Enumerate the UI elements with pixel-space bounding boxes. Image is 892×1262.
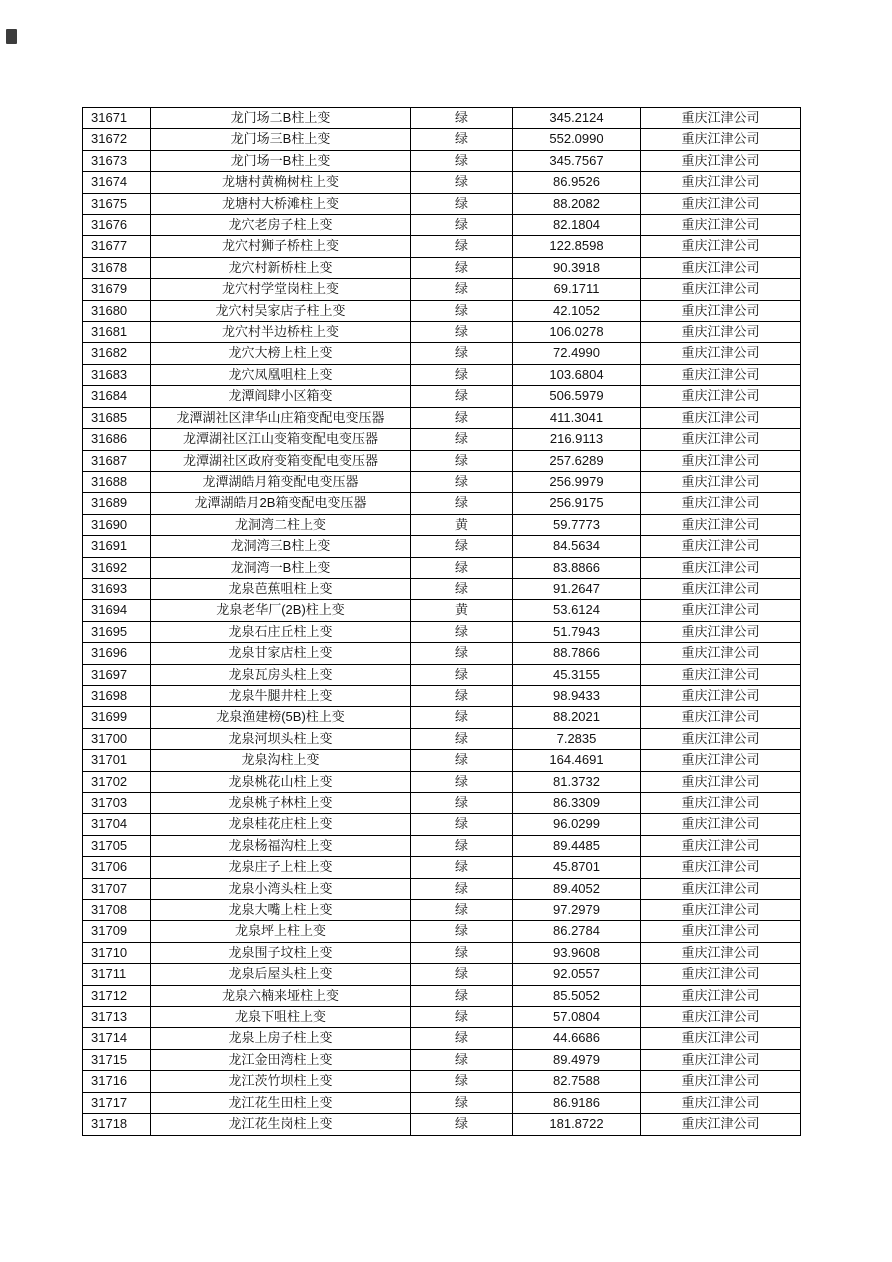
cell-status: 绿: [411, 557, 513, 578]
cell-name: 龙泉牛腿井柱上变: [151, 685, 411, 706]
cell-company: 重庆江津公司: [641, 771, 801, 792]
cell-id: 31702: [83, 771, 151, 792]
cell-id: 31698: [83, 685, 151, 706]
cell-company: 重庆江津公司: [641, 750, 801, 771]
cell-name: 龙洞湾三B柱上变: [151, 536, 411, 557]
cell-name: 龙江花生田柱上变: [151, 1092, 411, 1113]
table-row: [83, 621, 801, 642]
cell-value: 257.6289: [513, 450, 641, 471]
cell-status: 绿: [411, 279, 513, 300]
cell-id: 31703: [83, 793, 151, 814]
cell-id: 31676: [83, 215, 151, 236]
cell-value: 82.7588: [513, 1071, 641, 1092]
cell-name: 龙泉小湾头柱上变: [151, 878, 411, 899]
cell-status: 绿: [411, 493, 513, 514]
cell-value: 411.3041: [513, 407, 641, 428]
table-row: [83, 664, 801, 685]
cell-value: 97.2979: [513, 900, 641, 921]
cell-value: 90.3918: [513, 257, 641, 278]
cell-company: 重庆江津公司: [641, 471, 801, 492]
cell-id: 31705: [83, 835, 151, 856]
cell-company: 重庆江津公司: [641, 172, 801, 193]
cell-id: 31691: [83, 536, 151, 557]
cell-id: 31672: [83, 129, 151, 150]
cell-company: 重庆江津公司: [641, 514, 801, 535]
cell-name: 龙泉石庄丘柱上变: [151, 621, 411, 642]
table-row: [83, 1007, 801, 1028]
cell-id: 31695: [83, 621, 151, 642]
cell-id: 31709: [83, 921, 151, 942]
cell-id: 31710: [83, 942, 151, 963]
table-row: [83, 236, 801, 257]
cell-status: 绿: [411, 814, 513, 835]
cell-company: 重庆江津公司: [641, 835, 801, 856]
cell-id: 31685: [83, 407, 151, 428]
table-row: [83, 215, 801, 236]
table-row: [83, 407, 801, 428]
cell-name: 龙泉老华厂(2B)柱上变: [151, 600, 411, 621]
cell-company: 重庆江津公司: [641, 407, 801, 428]
cell-name: 龙潭湖社区政府变箱变配电变压器: [151, 450, 411, 471]
cell-company: 重庆江津公司: [641, 1114, 801, 1135]
cell-name: 龙泉甘家店柱上变: [151, 643, 411, 664]
cell-value: 106.0278: [513, 322, 641, 343]
cell-company: 重庆江津公司: [641, 1028, 801, 1049]
cell-name: 龙穴村吴家店子柱上变: [151, 300, 411, 321]
cell-value: 83.8866: [513, 557, 641, 578]
cell-id: 31682: [83, 343, 151, 364]
table-row: [83, 728, 801, 749]
cell-id: 31713: [83, 1007, 151, 1028]
table-row: [83, 835, 801, 856]
table-row: [83, 750, 801, 771]
table-row: [83, 707, 801, 728]
cell-value: 44.6686: [513, 1028, 641, 1049]
cell-name: 龙泉大嘴上柱上变: [151, 900, 411, 921]
cell-company: 重庆江津公司: [641, 364, 801, 385]
cell-value: 81.3732: [513, 771, 641, 792]
cell-name: 龙潭湖社区江山变箱变配电变压器: [151, 429, 411, 450]
cell-value: 93.9608: [513, 942, 641, 963]
cell-value: 506.5979: [513, 386, 641, 407]
table-row: [83, 450, 801, 471]
cell-company: 重庆江津公司: [641, 108, 801, 129]
cell-status: 绿: [411, 1007, 513, 1028]
cell-status: 绿: [411, 857, 513, 878]
table-row: [83, 429, 801, 450]
cell-status: 绿: [411, 193, 513, 214]
cell-company: 重庆江津公司: [641, 1049, 801, 1070]
cell-id: 31671: [83, 108, 151, 129]
cell-value: 89.4485: [513, 835, 641, 856]
table-row: [83, 942, 801, 963]
cell-name: 龙穴村新桥柱上变: [151, 257, 411, 278]
table-row: [83, 985, 801, 1006]
cell-status: 绿: [411, 1028, 513, 1049]
cell-id: 31708: [83, 900, 151, 921]
cell-status: 绿: [411, 664, 513, 685]
cell-id: 31678: [83, 257, 151, 278]
cell-value: 216.9113: [513, 429, 641, 450]
cell-company: 重庆江津公司: [641, 621, 801, 642]
table-row: [83, 1028, 801, 1049]
cell-name: 龙江茨竹坝柱上变: [151, 1071, 411, 1092]
cell-company: 重庆江津公司: [641, 900, 801, 921]
cell-value: 96.0299: [513, 814, 641, 835]
cell-company: 重庆江津公司: [641, 386, 801, 407]
cell-value: 86.2784: [513, 921, 641, 942]
table-row: [83, 793, 801, 814]
cell-value: 42.1052: [513, 300, 641, 321]
cell-company: 重庆江津公司: [641, 150, 801, 171]
cell-company: 重庆江津公司: [641, 1092, 801, 1113]
cell-value: 98.9433: [513, 685, 641, 706]
cell-value: 57.0804: [513, 1007, 641, 1028]
cell-name: 龙潭阎肆小区箱变: [151, 386, 411, 407]
cell-status: 绿: [411, 215, 513, 236]
cell-name: 龙洞湾二柱上变: [151, 514, 411, 535]
cell-status: 绿: [411, 942, 513, 963]
cell-id: 31701: [83, 750, 151, 771]
data-table: [82, 107, 801, 1136]
cell-value: 91.2647: [513, 578, 641, 599]
cell-id: 31716: [83, 1071, 151, 1092]
table-row: [83, 364, 801, 385]
cell-value: 89.4052: [513, 878, 641, 899]
cell-id: 31715: [83, 1049, 151, 1070]
cell-name: 龙门场一B柱上变: [151, 150, 411, 171]
cell-company: 重庆江津公司: [641, 664, 801, 685]
table-row: [83, 493, 801, 514]
cell-name: 龙穴村半边桥柱上变: [151, 322, 411, 343]
cell-company: 重庆江津公司: [641, 1007, 801, 1028]
table-row: [83, 172, 801, 193]
cell-status: 绿: [411, 172, 513, 193]
cell-status: 绿: [411, 750, 513, 771]
cell-id: 31680: [83, 300, 151, 321]
cell-id: 31697: [83, 664, 151, 685]
cell-company: 重庆江津公司: [641, 536, 801, 557]
cell-name: 龙塘村大桥滩柱上变: [151, 193, 411, 214]
table-row: [83, 129, 801, 150]
cell-id: 31689: [83, 493, 151, 514]
cell-value: 53.6124: [513, 600, 641, 621]
cell-company: 重庆江津公司: [641, 215, 801, 236]
cell-value: 51.7943: [513, 621, 641, 642]
cell-value: 345.2124: [513, 108, 641, 129]
cell-name: 龙潭湖皓月2B箱变配电变压器: [151, 493, 411, 514]
page-corner-artifact: [6, 29, 17, 44]
table-row: [83, 150, 801, 171]
table-row: [83, 343, 801, 364]
cell-status: 绿: [411, 707, 513, 728]
table-row: [83, 557, 801, 578]
cell-status: 绿: [411, 964, 513, 985]
cell-status: 绿: [411, 236, 513, 257]
cell-company: 重庆江津公司: [641, 728, 801, 749]
cell-id: 31711: [83, 964, 151, 985]
table-row: [83, 1092, 801, 1113]
cell-id: 31688: [83, 471, 151, 492]
table-row: [83, 814, 801, 835]
cell-status: 绿: [411, 343, 513, 364]
cell-value: 88.2021: [513, 707, 641, 728]
cell-status: 绿: [411, 536, 513, 557]
cell-id: 31712: [83, 985, 151, 1006]
cell-status: 绿: [411, 257, 513, 278]
cell-value: 7.2835: [513, 728, 641, 749]
cell-name: 龙穴大榜上柱上变: [151, 343, 411, 364]
cell-status: 绿: [411, 1071, 513, 1092]
cell-name: 龙门场二B柱上变: [151, 108, 411, 129]
cell-company: 重庆江津公司: [641, 793, 801, 814]
cell-value: 103.6804: [513, 364, 641, 385]
table-row: [83, 921, 801, 942]
cell-status: 绿: [411, 407, 513, 428]
cell-name: 龙潭湖社区津华山庄箱变配电变压器: [151, 407, 411, 428]
cell-name: 龙泉上房子柱上变: [151, 1028, 411, 1049]
cell-name: 龙泉六楠来垭柱上变: [151, 985, 411, 1006]
table-row: [83, 578, 801, 599]
cell-id: 31704: [83, 814, 151, 835]
cell-id: 31694: [83, 600, 151, 621]
cell-company: 重庆江津公司: [641, 429, 801, 450]
cell-id: 31684: [83, 386, 151, 407]
cell-status: 绿: [411, 386, 513, 407]
cell-status: 绿: [411, 621, 513, 642]
cell-value: 88.2082: [513, 193, 641, 214]
cell-value: 86.3309: [513, 793, 641, 814]
cell-value: 256.9175: [513, 493, 641, 514]
cell-status: 绿: [411, 300, 513, 321]
cell-name: 龙穴村学堂岗柱上变: [151, 279, 411, 300]
table-row: [83, 471, 801, 492]
cell-id: 31692: [83, 557, 151, 578]
cell-status: 绿: [411, 429, 513, 450]
cell-id: 31673: [83, 150, 151, 171]
cell-name: 龙泉坪上柱上变: [151, 921, 411, 942]
cell-company: 重庆江津公司: [641, 685, 801, 706]
cell-id: 31699: [83, 707, 151, 728]
cell-status: 绿: [411, 1114, 513, 1135]
cell-name: 龙江花生岗柱上变: [151, 1114, 411, 1135]
cell-company: 重庆江津公司: [641, 450, 801, 471]
cell-status: 黄: [411, 514, 513, 535]
cell-id: 31718: [83, 1114, 151, 1135]
cell-id: 31683: [83, 364, 151, 385]
cell-name: 龙泉下咀柱上变: [151, 1007, 411, 1028]
cell-company: 重庆江津公司: [641, 279, 801, 300]
table-row: [83, 514, 801, 535]
cell-value: 164.4691: [513, 750, 641, 771]
cell-company: 重庆江津公司: [641, 707, 801, 728]
cell-company: 重庆江津公司: [641, 878, 801, 899]
cell-company: 重庆江津公司: [641, 578, 801, 599]
cell-company: 重庆江津公司: [641, 921, 801, 942]
cell-id: 31677: [83, 236, 151, 257]
cell-company: 重庆江津公司: [641, 557, 801, 578]
cell-status: 绿: [411, 878, 513, 899]
cell-name: 龙塘村黄桷树柱上变: [151, 172, 411, 193]
cell-name: 龙泉河坝头柱上变: [151, 728, 411, 749]
cell-status: 绿: [411, 322, 513, 343]
cell-name: 龙穴村狮子桥柱上变: [151, 236, 411, 257]
cell-status: 绿: [411, 793, 513, 814]
cell-id: 31690: [83, 514, 151, 535]
cell-value: 59.7773: [513, 514, 641, 535]
table-row: [83, 193, 801, 214]
cell-status: 绿: [411, 129, 513, 150]
cell-value: 72.4990: [513, 343, 641, 364]
cell-name: 龙泉渔建榜(5B)柱上变: [151, 707, 411, 728]
table-row: [83, 900, 801, 921]
cell-value: 69.1711: [513, 279, 641, 300]
cell-status: 绿: [411, 1092, 513, 1113]
cell-status: 黄: [411, 600, 513, 621]
table-row: [83, 257, 801, 278]
table-body: [83, 108, 801, 1136]
cell-status: 绿: [411, 771, 513, 792]
cell-id: 31679: [83, 279, 151, 300]
cell-status: 绿: [411, 150, 513, 171]
cell-company: 重庆江津公司: [641, 129, 801, 150]
cell-name: 龙泉芭蕉咀柱上变: [151, 578, 411, 599]
table-row: [83, 857, 801, 878]
cell-status: 绿: [411, 728, 513, 749]
cell-id: 31696: [83, 643, 151, 664]
cell-name: 龙门场三B柱上变: [151, 129, 411, 150]
cell-id: 31717: [83, 1092, 151, 1113]
cell-status: 绿: [411, 900, 513, 921]
cell-id: 31687: [83, 450, 151, 471]
cell-status: 绿: [411, 450, 513, 471]
cell-name: 龙泉桂花庄柱上变: [151, 814, 411, 835]
cell-value: 256.9979: [513, 471, 641, 492]
table-row: [83, 685, 801, 706]
cell-status: 绿: [411, 578, 513, 599]
cell-value: 88.7866: [513, 643, 641, 664]
table-row: [83, 1071, 801, 1092]
cell-company: 重庆江津公司: [641, 343, 801, 364]
cell-status: 绿: [411, 835, 513, 856]
cell-status: 绿: [411, 364, 513, 385]
table-row: [83, 878, 801, 899]
cell-value: 45.8701: [513, 857, 641, 878]
cell-name: 龙泉桃花山柱上变: [151, 771, 411, 792]
cell-id: 31693: [83, 578, 151, 599]
table-row: [83, 300, 801, 321]
cell-status: 绿: [411, 685, 513, 706]
cell-status: 绿: [411, 1049, 513, 1070]
cell-name: 龙穴老房子柱上变: [151, 215, 411, 236]
cell-value: 45.3155: [513, 664, 641, 685]
cell-name: 龙泉桃子林柱上变: [151, 793, 411, 814]
cell-company: 重庆江津公司: [641, 600, 801, 621]
table-row: [83, 1049, 801, 1070]
cell-value: 85.5052: [513, 985, 641, 1006]
cell-id: 31681: [83, 322, 151, 343]
cell-id: 31714: [83, 1028, 151, 1049]
cell-company: 重庆江津公司: [641, 857, 801, 878]
cell-status: 绿: [411, 108, 513, 129]
cell-name: 龙泉后屋头柱上变: [151, 964, 411, 985]
cell-name: 龙泉沟柱上变: [151, 750, 411, 771]
cell-value: 552.0990: [513, 129, 641, 150]
cell-value: 345.7567: [513, 150, 641, 171]
table-row: [83, 536, 801, 557]
cell-id: 31674: [83, 172, 151, 193]
cell-name: 龙潭湖皓月箱变配电变压器: [151, 471, 411, 492]
cell-status: 绿: [411, 471, 513, 492]
table-row: [83, 600, 801, 621]
cell-name: 龙泉瓦房头柱上变: [151, 664, 411, 685]
cell-id: 31707: [83, 878, 151, 899]
cell-value: 84.5634: [513, 536, 641, 557]
cell-name: 龙穴凤凰咀柱上变: [151, 364, 411, 385]
cell-company: 重庆江津公司: [641, 942, 801, 963]
cell-company: 重庆江津公司: [641, 193, 801, 214]
cell-status: 绿: [411, 921, 513, 942]
cell-value: 122.8598: [513, 236, 641, 257]
cell-company: 重庆江津公司: [641, 964, 801, 985]
cell-name: 龙泉庄子上柱上变: [151, 857, 411, 878]
cell-company: 重庆江津公司: [641, 257, 801, 278]
table-row: [83, 1114, 801, 1135]
cell-id: 31706: [83, 857, 151, 878]
table-row: [83, 643, 801, 664]
table-row: [83, 964, 801, 985]
cell-company: 重庆江津公司: [641, 236, 801, 257]
cell-id: 31675: [83, 193, 151, 214]
cell-id: 31686: [83, 429, 151, 450]
cell-value: 89.4979: [513, 1049, 641, 1070]
cell-value: 92.0557: [513, 964, 641, 985]
cell-value: 86.9526: [513, 172, 641, 193]
cell-status: 绿: [411, 643, 513, 664]
cell-value: 181.8722: [513, 1114, 641, 1135]
cell-company: 重庆江津公司: [641, 493, 801, 514]
cell-company: 重庆江津公司: [641, 322, 801, 343]
cell-company: 重庆江津公司: [641, 300, 801, 321]
table-row: [83, 386, 801, 407]
table-row: [83, 279, 801, 300]
cell-company: 重庆江津公司: [641, 814, 801, 835]
cell-status: 绿: [411, 985, 513, 1006]
cell-name: 龙泉杨福沟柱上变: [151, 835, 411, 856]
table-row: [83, 108, 801, 129]
table-row: [83, 322, 801, 343]
cell-name: 龙江金田湾柱上变: [151, 1049, 411, 1070]
cell-value: 82.1804: [513, 215, 641, 236]
cell-company: 重庆江津公司: [641, 985, 801, 1006]
cell-id: 31700: [83, 728, 151, 749]
cell-name: 龙泉围子坟柱上变: [151, 942, 411, 963]
cell-name: 龙洞湾一B柱上变: [151, 557, 411, 578]
cell-company: 重庆江津公司: [641, 643, 801, 664]
table-row: [83, 771, 801, 792]
cell-company: 重庆江津公司: [641, 1071, 801, 1092]
cell-value: 86.9186: [513, 1092, 641, 1113]
